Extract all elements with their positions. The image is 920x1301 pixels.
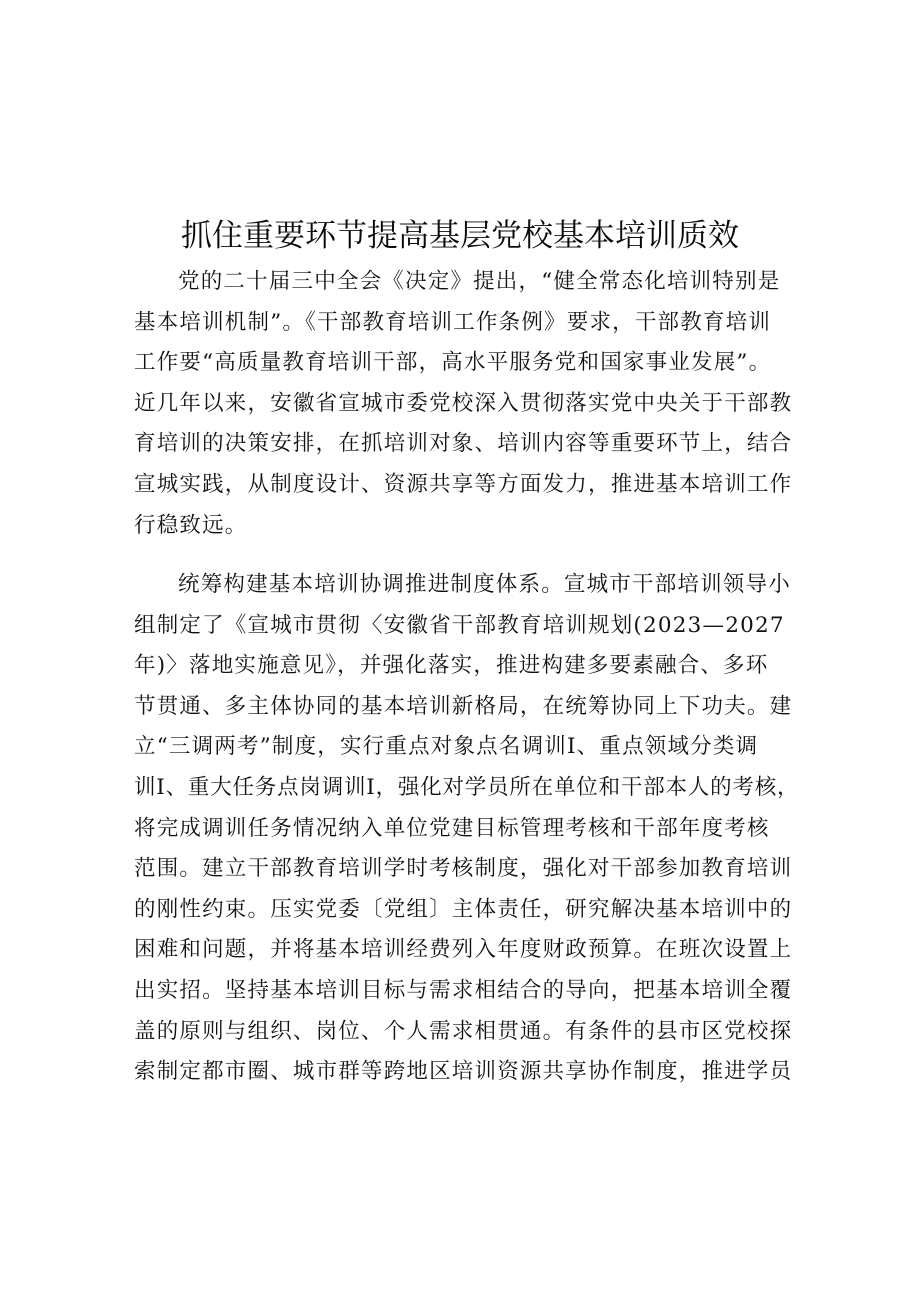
text-line: 统筹构建基本培训协调推进制度体系。宣城市干部培训领导小 <box>178 572 791 597</box>
text-line: 将完成调训任务情况纳入单位党建目标管理考核和干部年度考核 <box>134 815 770 841</box>
text-line: 组制定了《宣城市贯彻〈安徽省干部教育培训规划(2023—2027 <box>134 612 785 638</box>
page-title: 抓住重要环节提高基层党校基本培训质效 <box>181 218 739 254</box>
text-line: 工作要“高质量教育培训干部，高水平服务党和国家事业发展”。 <box>134 350 772 376</box>
text-line: 的刚性约束。压实党委〔党组〕主体责任，研究解决基本培训中的 <box>134 896 793 922</box>
text-line: 困难和问题，并将基本培训经费列入年度财政预算。在班次设置上 <box>134 937 793 963</box>
text-line: 训I、重大任务点岗调训I，强化对学员所在单位和干部本人的考核， <box>134 774 800 800</box>
text-line: 宣城实践，从制度设计、资源共享等方面发力，推进基本培训工作 <box>134 471 793 497</box>
text-line: 基本培训机制”。《干部教育培训工作条例》要求，干部教育培训 <box>134 309 772 335</box>
text-line: 索制定都市圈、城市群等跨地区培训资源共享协作制度，推进学员 <box>134 1059 793 1085</box>
text-line: 育培训的决策安排，在抓培训对象、培训内容等重要环节上，结合 <box>134 431 793 457</box>
text-line: 范围。建立干部教育培训学时考核制度，强化对干部参加教育培训 <box>134 856 793 882</box>
text-line: 节贯通、多主体协同的基本培训新格局，在统筹协同上下功夫。建 <box>134 693 793 719</box>
text-line: 出实招。坚持基本培训目标与需求相结合的导向，把基本培训全覆 <box>134 977 793 1003</box>
text-line: 年)〉落地实施意见》，并强化落实，推进构建多要素融合、多环 <box>134 653 769 679</box>
text-line: 行稳致远。 <box>134 512 248 538</box>
paragraph-1 <box>134 262 800 546</box>
paragraph-2 <box>134 565 800 1093</box>
text-line: 立“三调两考”制度，实行重点对象点名调训I、重点领域分类调 <box>134 734 759 760</box>
text-line: 近几年以来，安徽省宣城市委党校深入贯彻落实党中央关于干部教 <box>134 390 793 416</box>
text-line: 盖的原则与组织、岗位、个人需求相贯通。有条件的县市区党校探 <box>134 1018 793 1044</box>
text-line: 党的二十届三中全会《决定》提出，“健全常态化培训特别是 <box>178 269 781 294</box>
